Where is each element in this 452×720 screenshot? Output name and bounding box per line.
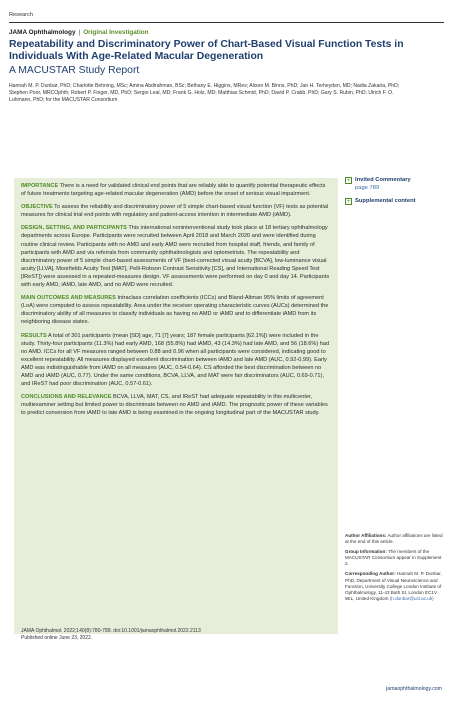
abstract-importance: [21, 182, 331, 198]
sidebar-info: [345, 533, 445, 606]
abstract-text: A total of 301 participants (mean [SD] age, 71 [7] years; 187 female participants [62.1%]) were included in the study. Thirty-four participants (11.3%) had early AMD, 168 (55.8%) had iAMD, 43 (14.3%) had late AMD, and 56 (18.6%) had no AMD. ICCs for all VF measures ranged between 0.88 and 0.96 when all participants were considered, indicating good to excellent repeatability. All measures displayed excellent discrimination between iAMD and late AMD (AUC, 0.92-0.99). Early AMD was indistinguishable from iAMD on all measures (AUC, 0.54-0.64). CS afforded the best discrimination between no AMD and iAMD (AUC, 0.77). Under the same conditions, BCVA, LLVA, and MAT were fair discriminators (AUC, 0.69-0.71), and IReST had poor discrimination (AUC, 0.57-0.61).: [21, 332, 330, 388]
abstract-conclusions: [21, 393, 331, 417]
plus-icon: +: [346, 198, 351, 205]
section-label: Research: [9, 12, 33, 18]
abstract-design: [21, 224, 331, 289]
abstract-text: Intraclass correlation coefficients (ICCs) and Bland-Altman 95% limits of agreement (LoA) were computed to assess repeatability. Area under the receiver operating characteristic curves (AUCs) determined the discriminatory ability of all measures to classify individuals as having no AMD or iAMD and to differentiate iAMD from its neighboring disease states.: [21, 295, 329, 326]
corresponding-author: Corresponding Author: Hannah M. P. Dunbar, PhD, Department of Visual Neuroscience and Function, University College London Institute of Ophthalmology, 11-43 Bath St, London EC1V 9EL, United Kingdom (h.dunbar@ucl.ac.uk): [345, 571, 442, 601]
abstract-text: This international noninterventional study took place at 18 tertiary ophthalmology departments across Europe. Participants were recruited between April 2018 and March 2020 and were identified during routine clinical review. Participants with no AMD and early AMD were recruited from hospital staff, friends, and family of participants with AMD and via referrals from community ophthalmologists and optometrists. The repeatability and discriminatory power of 5 simple chart-based assessments of VF (best-corrected visual acuity [BCVA], low-luminance visual acuity [LLVA], Moorfields Acuity Test [MAT], Pelli-Robson Contrast Sensitivity [CS], and International Reading Speed Test [IReST]) were assessed in a repeated-measures design. VF assessments were performed on day 0 and day 14. Participants with early AMD, iAMD, late AMD, and no AMD were recruited.: [21, 225, 330, 289]
author-affiliations: Author Affiliations: Author affiliations are listed at the end of this article.: [345, 533, 443, 545]
author-list: Hannah M. P. Dunbar, PhD; Charlotte Behning, MSc; Amina Abdirahman, BSc; Bethany E. Higgins, MRes; Alison M. Binns, PhD; Jan H. Terheyden, MD; Nadia Zakaria, PhD; Stephen Poor, MRCOphth; Robert P. Finger, MD, PhD; Sergio Leal, MD; Frank G. Holz, MD; Matthias Schmid, PhD; David P. Crabb, PhD; Gary S. Rubin, PhD; Ulrich F. O. Luhmann, PhD; for the MACUSTAR Consortium: [9, 83, 400, 104]
article-title: Repeatability and Discriminatory Power of Chart-Based Visual Function Tests in Individuals With Age-Related Macular Degeneration: [9, 39, 404, 62]
abstract-text: BCVA, LLVA, MAT, CS, and IReST had adequate repeatability in this multicenter, multiexaminer setting but limited power to discriminate between no AMD and iAMD. The prognostic power of these variables to predict conversion from iAMD to late AMD is being examined in the ongoing longitudinal part of the MACUSTAR study.: [21, 394, 328, 417]
article-subtitle: A MACUSTAR Study Report: [9, 65, 140, 76]
abstract-heading: IMPORTANCE: [21, 183, 59, 189]
header-separator: |: [78, 29, 81, 36]
plus-icon: +: [346, 177, 351, 184]
abstract-box: [14, 178, 338, 634]
page-reference: page 789: [355, 185, 380, 191]
group-information: Group Information: The members of the MACUSTAR Consortium appear in Supplement 2.: [345, 549, 442, 567]
header-rule: [9, 22, 444, 23]
abstract-heading: CONCLUSIONS AND RELEVANCE: [21, 394, 112, 401]
journal-header: [9, 29, 149, 36]
abstract-text: To assess the reliability and discriminatory power of 5 simple chart-based visual function (VF) tests as potential measures for clinical trial end points with regulatory and patient-access intention in intermediate AMD (iAMD).: [21, 204, 329, 219]
journal-website-link[interactable]: jamaophthalmology.com: [386, 686, 442, 692]
supplemental-content-link[interactable]: [345, 197, 445, 205]
abstract-heading: OBJECTIVE: [21, 204, 53, 211]
abstract-results: [21, 332, 331, 389]
abstract-heading: DESIGN, SETTING, AND PARTICIPANTS: [21, 225, 127, 232]
abstract-outcomes: [21, 294, 331, 326]
link-label: Supplemental content: [355, 198, 416, 204]
invited-commentary-link[interactable]: [345, 176, 445, 192]
citation-reference: JAMA Ophthalmol. 2022;140(8):780-789. doi:10.1001/jamaophthalmol.2022.2113: [21, 628, 201, 634]
abstract-objective: [21, 203, 331, 219]
sidebar-links: [345, 176, 445, 210]
article-type: Original Investigation: [83, 29, 149, 36]
abstract-heading: MAIN OUTCOMES AND MEASURES: [21, 295, 116, 302]
citation: [21, 628, 321, 642]
abstract-text: There is a need for validated clinical end points that are reliably able to quantify potential therapeutic effects of future treatments targeting age-related macular degeneration (AMD) before the onset of serious visual impairment.: [21, 183, 326, 198]
publication-date: Published online June 23, 2022.: [21, 635, 93, 641]
journal-name: JAMA Ophthalmology: [9, 29, 76, 36]
abstract-heading: RESULTS: [21, 332, 47, 339]
author-email-link[interactable]: (h.dunbar@ucl.ac.uk): [389, 595, 434, 601]
link-label: Invited Commentary: [355, 177, 411, 183]
